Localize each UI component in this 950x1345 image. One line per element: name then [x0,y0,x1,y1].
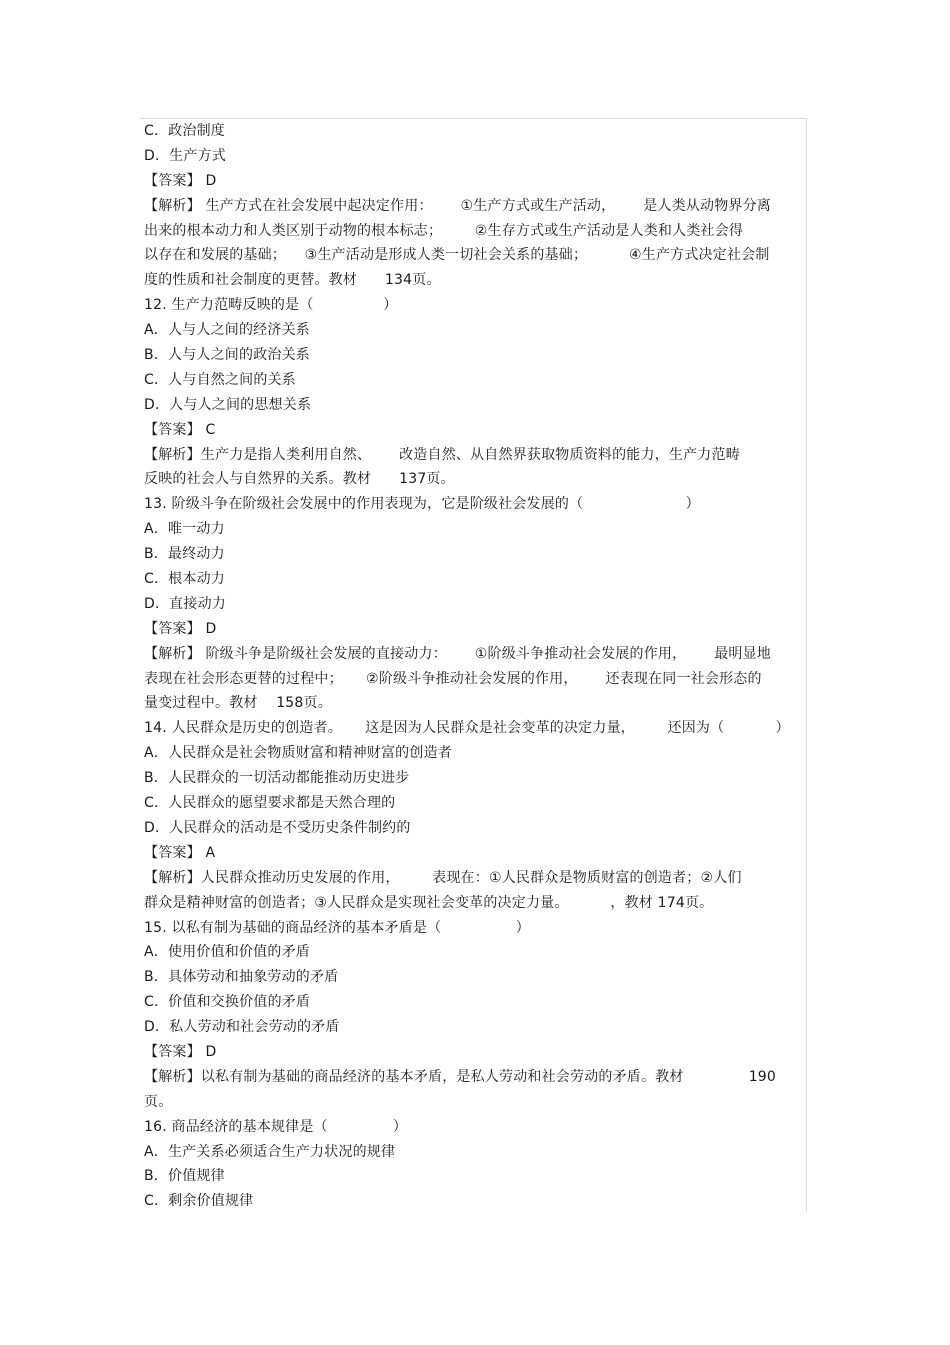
question-line: 12. 生产力范畴反映的是（ ） [144,297,398,314]
explanation-line: 【解析】人民群众推动历史发展的作用， 表现在：①人民群众是物质财富的创造者；②人们 [144,869,742,886]
explanation-line: 反映的社会人与自然界的关系。教材 137页。 [144,471,455,488]
explanation-line: 【解析】以私有制为基础的商品经济的基本矛盾，是私人劳动和社会劳动的矛盾。教材 190 [144,1068,777,1085]
option-line: A．人民群众是社会物质财富和精神财富的创造者 [144,745,452,762]
option-line: B．人民群众的一切活动都能推动历史进步 [144,770,410,787]
option-line: B．人与人之间的政治关系 [144,347,311,364]
option-line: B．最终动力 [144,546,225,563]
explanation-line: 以存在和发展的基础； ③生产活动是形成人类一切社会关系的基础； ④生产方式决定社会制 [144,247,770,264]
option-line: C．人民群众的愿望要求都是天然合理的 [144,795,396,812]
answer-line: 【答案】 A [144,844,216,861]
option-line: A．唯一动力 [144,521,225,538]
explanation-line: 量变过程中。教材 158页。 [144,695,332,712]
option-line: C．人与自然之间的关系 [144,371,296,388]
explanation-line: 【解析】 阶级斗争是阶级社会发展的直接动力： ①阶级斗争推动社会发展的作用， 最明显地 [144,645,772,662]
answer-line: 【答案】 D [144,172,217,189]
option-line: D．私人劳动和社会劳动的矛盾 [144,1019,340,1036]
option-line: C．政治制度 [144,123,225,139]
option-line: B．具体劳动和抽象劳动的矛盾 [144,969,339,986]
option-line: A．使用价值和价值的矛盾 [144,944,310,961]
explanation-line: 【解析】 生产方式在社会发展中起决定作用： ①生产方式或生产活动， 是人类从动物界分离 [144,197,772,214]
question-line: 14. 人民群众是历史的创造者。 这是因为人民群众是社会变革的决定力量， 还因为（ ） [144,720,790,737]
option-line: C．价值和交换价值的矛盾 [144,994,311,1011]
question-line: 13. 阶级斗争在阶级社会发展中的作用表现为，它是阶级社会发展的（ ） [144,496,700,513]
explanation-line: 表现在社会形态更替的过程中； ②阶级斗争推动社会发展的作用， 还表现在同一社会形态的 [144,670,762,687]
option-line: B．价值规律 [144,1168,225,1185]
answer-line: 【答案】 D [144,620,217,637]
option-line: D．人与人之间的思想关系 [144,396,312,413]
explanation-line: 群众是精神财富的创造者；③人民群众是实现社会变革的决定力量。 ，教材 174页。 [144,894,714,911]
answer-line: 【答案】 D [144,1043,217,1060]
option-line: D．生产方式 [144,147,226,164]
option-line: C．剩余价值规律 [144,1193,254,1210]
option-line: D．直接动力 [144,595,226,612]
explanation-line: 度的性质和社会制度的更替。教材 134页。 [144,272,441,289]
answer-line: 【答案】 C [144,421,216,438]
explanation-line: 【解析】生产力是指人类利用自然、 改造自然、从自然界获取物质资料的能力，生产力范畴 [144,446,740,463]
document-body [144,119,808,1214]
option-line: A．生产关系必须适合生产力状况的规律 [144,1143,396,1160]
option-line: A．人与人之间的经济关系 [144,322,310,339]
option-line: C．根本动力 [144,571,225,588]
question-line: 15. 以私有制为基础的商品经济的基本矛盾是（ ） [144,919,530,936]
explanation-line: 出来的根本动力和人类区别于动物的根本标志； ②生存方式或生产活动是人类和人类社会得 [144,222,744,239]
question-line: 16. 商品经济的基本规律是（ ） [144,1118,408,1135]
option-line: D．人民群众的活动是不受历史条件制约的 [144,819,411,836]
explanation-line: 页。 [144,1093,173,1110]
